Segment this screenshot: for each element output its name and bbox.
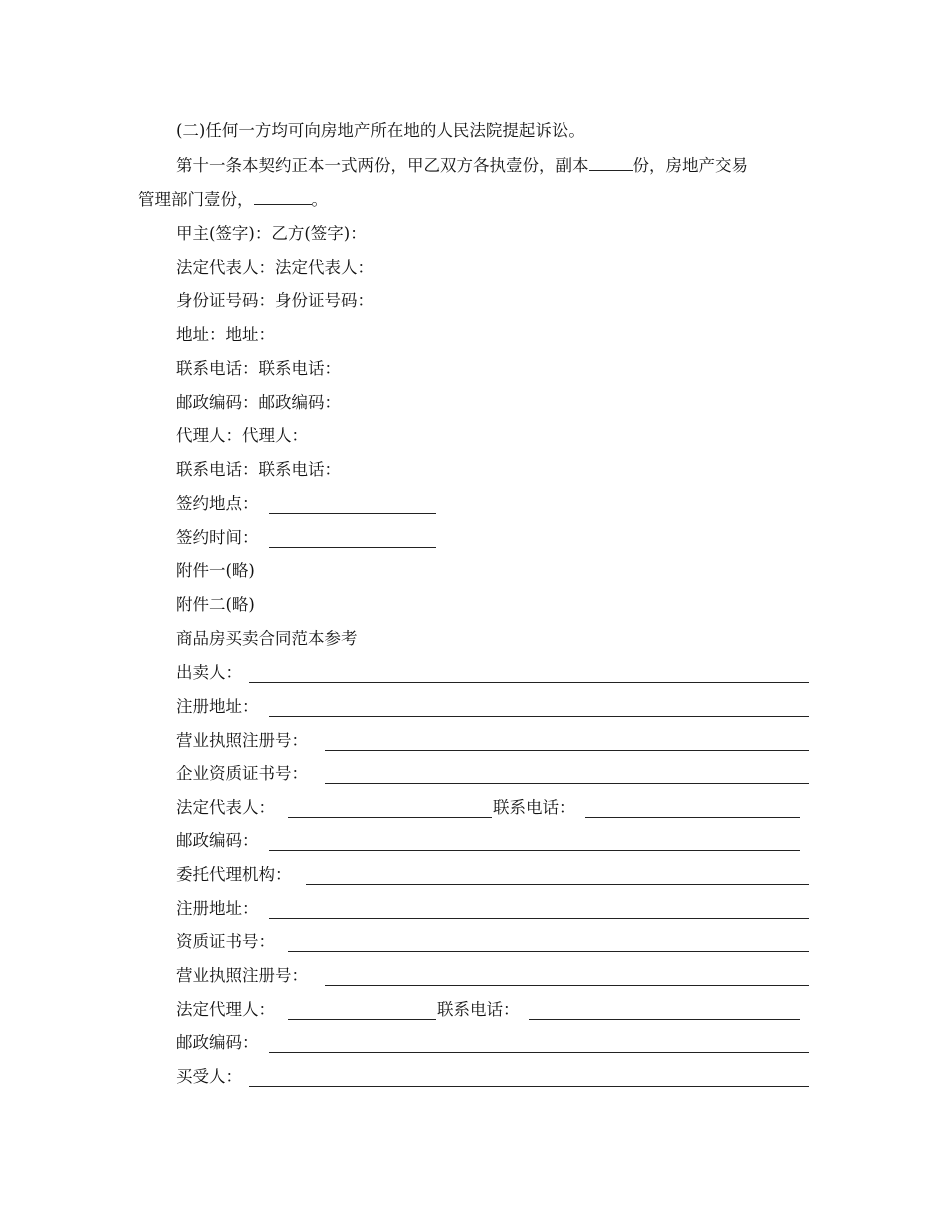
id-number-line: 身份证号码：身份证号码： bbox=[176, 291, 374, 310]
license-no-label: 营业执照注册号： bbox=[176, 731, 308, 750]
clause-eleven-period: 。 bbox=[311, 190, 328, 209]
clause-eleven-text: 第十一条本契约正本一式两份，甲乙双方各执壹份，副本 bbox=[176, 156, 589, 175]
qual-cert-label: 企业资质证书号： bbox=[176, 764, 308, 783]
agency-license-row bbox=[176, 965, 812, 987]
seller-label: 出卖人： bbox=[176, 663, 242, 682]
agency-qual-label: 资质证书号： bbox=[176, 932, 275, 951]
clause-lawsuit: (二)任何一方均可向房地产所在地的人民法院提起诉讼。 bbox=[176, 121, 585, 140]
legal-agent-field[interactable] bbox=[288, 999, 436, 1020]
agency-qual-field[interactable] bbox=[288, 931, 809, 952]
other-copies-blank bbox=[254, 188, 312, 205]
agency-postcode-row bbox=[176, 1032, 812, 1054]
postcode-label: 邮政编码： bbox=[176, 831, 259, 850]
address-line: 地址：地址： bbox=[176, 325, 275, 344]
postcode-line: 邮政编码：邮政编码： bbox=[176, 393, 341, 412]
license-no-row bbox=[176, 730, 812, 752]
agency-address-field[interactable] bbox=[269, 898, 809, 919]
copies-blank bbox=[589, 154, 633, 171]
postcode-field[interactable] bbox=[269, 830, 800, 851]
phone-line: 联系电话：联系电话： bbox=[176, 359, 341, 378]
legal-rep-phone-field[interactable] bbox=[585, 797, 800, 818]
reg-address-field[interactable] bbox=[269, 696, 809, 717]
signing-time-label: 签约时间： bbox=[176, 528, 259, 547]
signing-time-field[interactable] bbox=[269, 527, 436, 548]
agent-phone-line: 联系电话：联系电话： bbox=[176, 460, 341, 479]
legal-agent-label: 法定代理人： bbox=[176, 1000, 275, 1019]
signing-place-label: 签约地点： bbox=[176, 494, 259, 513]
legal-rep-field[interactable] bbox=[288, 797, 492, 818]
qual-cert-field[interactable] bbox=[325, 763, 809, 784]
clause-eleven-line2 bbox=[138, 188, 328, 211]
contract-title: 商品房买卖合同范本参考 bbox=[176, 629, 358, 648]
clause-eleven-text-end: 份，房地产交易 bbox=[632, 156, 748, 175]
signing-place-field[interactable] bbox=[269, 493, 436, 514]
qual-cert-row bbox=[176, 763, 812, 785]
license-no-field[interactable] bbox=[325, 730, 809, 751]
agency-postcode-label: 邮政编码： bbox=[176, 1033, 259, 1052]
agency-qual-row bbox=[176, 931, 812, 953]
legal-rep-label: 法定代表人： bbox=[176, 798, 275, 817]
agency-license-field[interactable] bbox=[325, 965, 809, 986]
agent-line: 代理人：代理人： bbox=[176, 426, 308, 445]
seller-row bbox=[176, 662, 812, 684]
agency-address-row bbox=[176, 898, 812, 920]
clause-eleven-line2-text: 管理部门壹份， bbox=[138, 190, 254, 209]
attachment-one: 附件一(略) bbox=[176, 561, 255, 580]
attachment-two: 附件二(略) bbox=[176, 595, 255, 614]
reg-address-row bbox=[176, 696, 812, 718]
signing-time-line bbox=[176, 527, 446, 549]
signing-place-line bbox=[176, 493, 446, 515]
agency-row bbox=[176, 864, 812, 886]
agency-field[interactable] bbox=[306, 864, 809, 885]
agency-label: 委托代理机构： bbox=[176, 865, 292, 884]
legal-agent-phone-field[interactable] bbox=[529, 999, 800, 1020]
seller-field[interactable] bbox=[249, 662, 809, 683]
agency-license-label: 营业执照注册号： bbox=[176, 966, 308, 985]
agency-postcode-field[interactable] bbox=[269, 1032, 809, 1053]
agency-address-label: 注册地址： bbox=[176, 899, 259, 918]
clause-eleven-line1 bbox=[176, 154, 748, 177]
buyer-field[interactable] bbox=[249, 1066, 809, 1087]
legal-agent-phone-label: 联系电话： bbox=[437, 1000, 520, 1019]
postcode-row bbox=[176, 830, 812, 852]
signature-line: 甲主(签字)：乙方(签字)： bbox=[176, 224, 367, 243]
legal-rep-phone-label: 联系电话： bbox=[493, 798, 576, 817]
buyer-row bbox=[176, 1066, 812, 1088]
buyer-label: 买受人： bbox=[176, 1067, 242, 1086]
legal-rep-line: 法定代表人：法定代表人： bbox=[176, 258, 374, 277]
reg-address-label: 注册地址： bbox=[176, 697, 259, 716]
